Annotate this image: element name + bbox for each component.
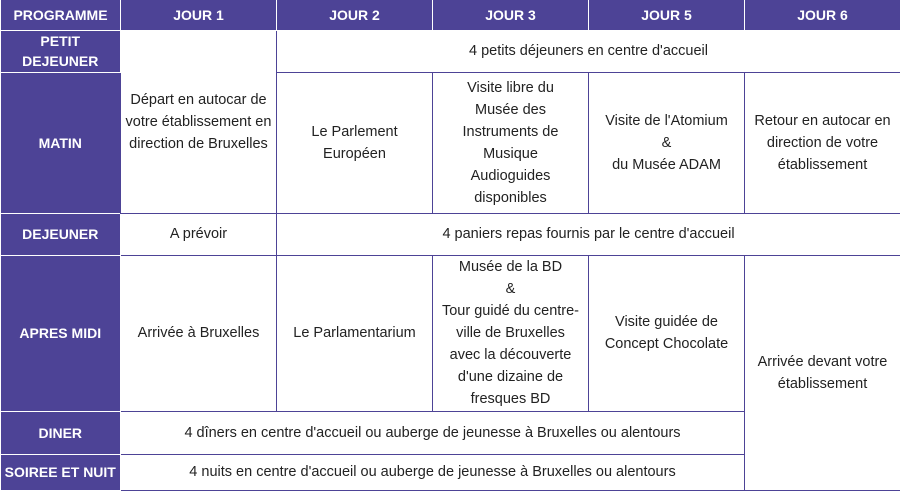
row-apres-midi [1,255,900,411]
row-label-dejeuner: DEJEUNER [1,213,121,255]
row-dejeuner [1,213,900,255]
day-header-jour-3: JOUR 3 [433,0,589,30]
cell-matin-jour-6: Retour en autocar en direction de votre établissement [745,72,900,213]
cell-apres-midi-jour-2: Le Parlamentarium [277,255,433,411]
row-petit-dejeuner [1,30,900,72]
day-header-jour-2: JOUR 2 [277,0,433,30]
day-header-jour-1: JOUR 1 [121,0,277,30]
cell-petit-dejeuner-span: 4 petits déjeuners en centre d'accueil [277,30,900,72]
header-row [1,0,900,30]
row-label-soiree: SOIREE ET NUIT [1,454,121,490]
cell-matin-jour-5: Visite de l'Atomium & du Musée ADAM [589,72,745,213]
cell-matin-jour-1: Départ en autocar de votre établissement en direction de Bruxelles [121,30,277,213]
row-label-apres-midi: APRES MIDI [1,255,121,411]
cell-apres-midi-jour-3: Musée de la BD & Tour guidé du centre- ville de Bruxelles avec la découverte d'une dizaine de fresques BD [433,255,589,411]
cell-soiree-span: 4 nuits en centre d'accueil ou auberge de jeunesse à Bruxelles ou alentours [121,454,745,490]
programme-header: PROGRAMME [1,0,121,30]
cell-dejeuner-jour-1: A prévoir [121,213,277,255]
day-header-jour-6: JOUR 6 [745,0,900,30]
cell-apres-midi-jour-1: Arrivée à Bruxelles [121,255,277,411]
cell-matin-jour-3: Visite libre du Musée des Instruments de Musique Audioguides disponibles [433,72,589,213]
cell-apres-midi-jour-5: Visite guidée de Concept Chocolate [589,255,745,411]
cell-apres-midi-jour-6: Arrivée devant votre établissement [745,255,900,490]
cell-matin-jour-2: Le Parlement Européen [277,72,433,213]
cell-diner-span: 4 dîners en centre d'accueil ou auberge de jeunesse à Bruxelles ou alentours [121,411,745,454]
row-label-diner: DINER [1,411,121,454]
day-header-jour-5: JOUR 5 [589,0,745,30]
cell-dejeuner-span: 4 paniers repas fournis par le centre d'accueil [277,213,900,255]
row-label-matin: MATIN [1,72,121,213]
row-label-petit-dejeuner: PETIT DEJEUNER [1,30,121,72]
